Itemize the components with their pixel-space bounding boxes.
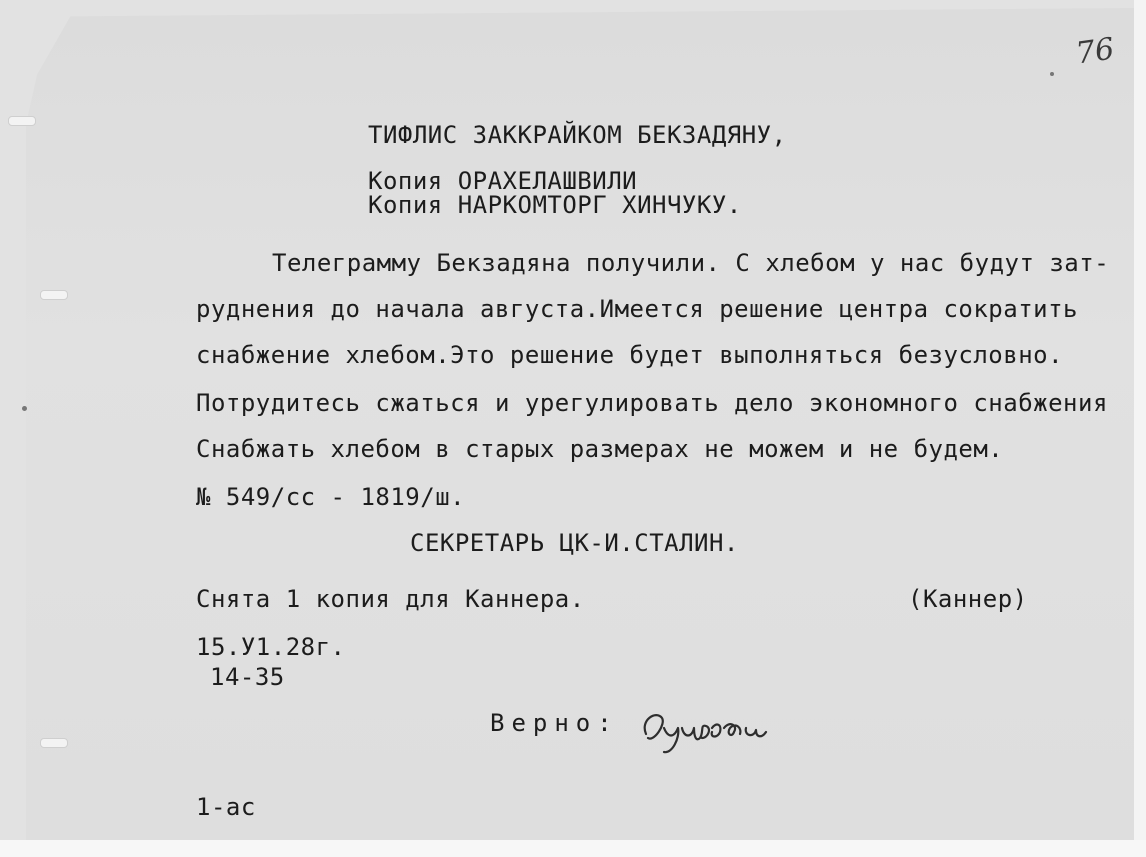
binder-hole-mark — [40, 738, 68, 748]
copy-note: Снята 1 копия для Каннера. — [196, 585, 585, 613]
reference-number: № 549/сс - 1819/ш. — [196, 483, 466, 511]
signatory: СЕКРЕТАРЬ ЦК-И.СТАЛИН. — [410, 529, 739, 557]
page-number: 76 — [1073, 31, 1117, 72]
binder-hole-mark — [8, 116, 36, 126]
body-line: руднения до начала августа.Имеется решение центра сократить — [196, 295, 1079, 323]
paper-bottom-edge — [0, 840, 1146, 857]
footer-code: 1-ас — [196, 793, 256, 821]
document-date: 15.У1.28г. — [196, 633, 346, 661]
copy-note-signature: (Каннер) — [908, 585, 1028, 613]
handwritten-signature — [638, 698, 788, 760]
body-line: Потрудитесь сжаться и урегулировать дело экономного снабжения — [196, 389, 1108, 417]
address-to: ТИФЛИС ЗАККРАЙКОМ БЕКЗАДЯНУ, — [368, 121, 787, 149]
document-time: 14-35 — [210, 663, 285, 691]
paper-speck — [22, 406, 27, 411]
paper-speck — [1050, 72, 1054, 76]
body-line: снабжение хлебом.Это решение будет выполняться безусловно. — [196, 341, 1064, 369]
paper-right-edge — [1134, 0, 1146, 857]
verified-label: Верно: — [490, 709, 619, 737]
binder-hole-mark — [40, 290, 68, 300]
address-copy-1: Копия ОРАХЕЛАШВИЛИ — [368, 167, 638, 195]
body-line: Снабжать хлебом в старых размерах не можем и не будем. — [196, 435, 1004, 463]
body-line: Телеграмму Бекзадяна получили. С хлебом у нас будут зат- — [272, 249, 1110, 277]
address-copy-2: Копия НАРКОМТОРГ ХИНЧУКУ. — [368, 191, 742, 219]
